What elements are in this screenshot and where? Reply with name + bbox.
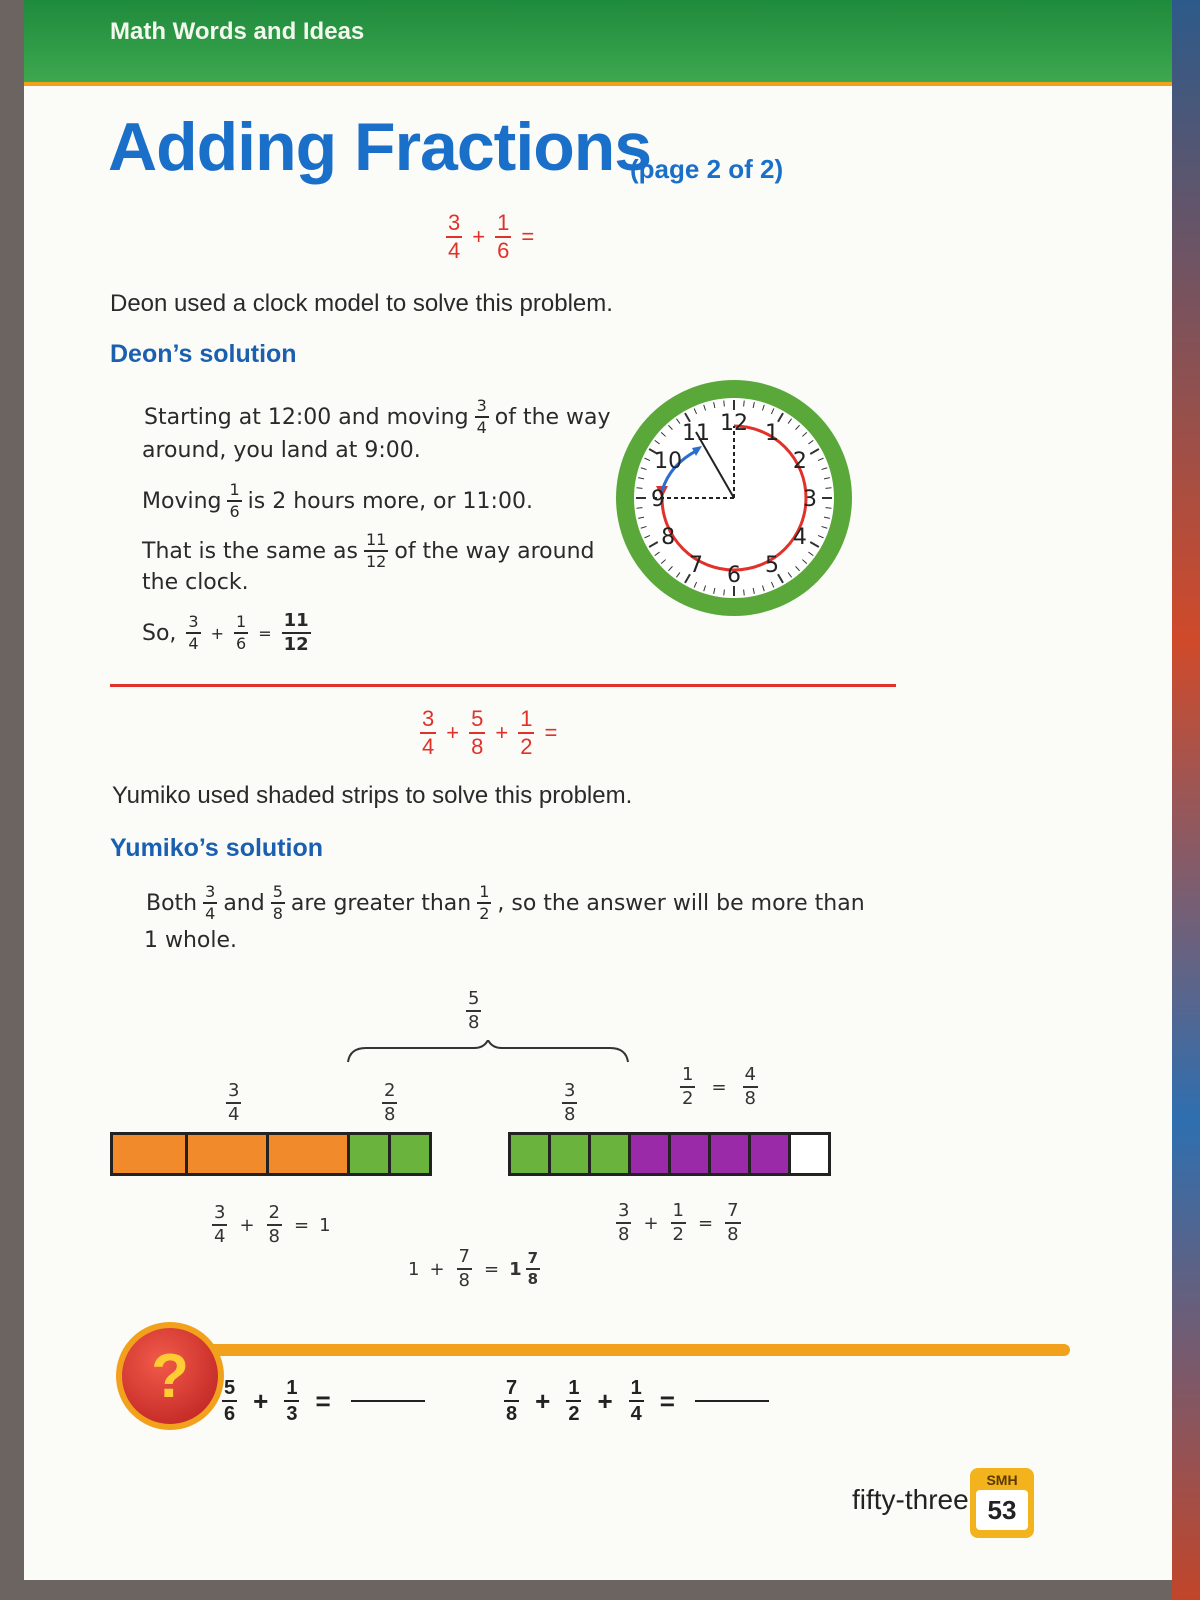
- clock-tick: [724, 401, 725, 407]
- clock-tick: [637, 508, 643, 509]
- clock-tick: [744, 589, 745, 595]
- label-three-quarters: $\frac{3}{4}$: [228, 1080, 240, 1125]
- brace-label: $\frac{5}{8}$: [468, 988, 480, 1033]
- strip-cell-purple: [631, 1135, 671, 1173]
- deon-line-1: Starting at 12:00 and moving $\frac{3}{4}$ of the way: [144, 396, 611, 437]
- clock-tick: [825, 488, 831, 489]
- answer-blank[interactable]: [695, 1400, 769, 1402]
- clock-number: 6: [727, 563, 741, 588]
- problem-2-equation: $\frac{3}{4}$ + $\frac{5}{8}$ + $\frac{1}{2}$ =: [422, 706, 558, 759]
- section-divider: [110, 684, 896, 687]
- label-half-equals-four-eighths: $\frac{1}{2}$ = $\frac{4}{8}$: [682, 1064, 756, 1109]
- yumiko-line-1: Both $\frac{3}{4}$ and $\frac{5}{8}$ are greater than $\frac{1}{2}$ , so the answer will be more than: [146, 882, 865, 923]
- page-title: Adding Fractions: [108, 109, 652, 185]
- clock-number: 1: [765, 421, 779, 447]
- page-number: 53: [976, 1490, 1028, 1530]
- clock-model: [612, 376, 856, 620]
- question-problem-2: $\frac{7}{8}$ + $\frac{1}{2}$ + $\frac{1}{4}$ =: [502, 1378, 769, 1424]
- clock-number: 5: [765, 552, 779, 578]
- strip-cell-orange: [269, 1135, 350, 1173]
- deon-line-2: around, you land at 9:00.: [142, 438, 421, 463]
- deon-line-3: Moving $\frac{1}{6}$ is 2 hours more, or 11:00.: [142, 480, 533, 521]
- intro-1-text: Deon used a clock model to solve this problem.: [110, 290, 613, 317]
- clock-tick: [825, 508, 831, 509]
- strip-cell-orange: [188, 1135, 269, 1173]
- page-subtitle: (page 2 of 2): [630, 154, 784, 184]
- strip-one-whole: [110, 1132, 432, 1176]
- deon-line-4: That is the same as $\frac{11}{12}$ of the way around: [142, 530, 595, 571]
- clock-tick: [744, 401, 745, 407]
- header-stripe: [24, 82, 1174, 86]
- clock-number: 3: [803, 487, 817, 512]
- textbook-page: [24, 0, 1174, 1580]
- strip-cell-green: [391, 1135, 429, 1173]
- page-number-word: fifty-three: [852, 1484, 969, 1515]
- intro-2-text: Yumiko used shaded strips to solve this problem.: [112, 782, 633, 809]
- strip-seven-eighths: [508, 1132, 831, 1176]
- question-icon: ?: [116, 1322, 224, 1430]
- question-bar: [200, 1344, 1070, 1356]
- clock-number: 11: [682, 421, 710, 447]
- section-label: Math Words and Ideas: [110, 18, 365, 45]
- smh-label: SMH: [986, 1472, 1018, 1488]
- clock-number: 12: [720, 411, 748, 436]
- deon-line-5: the clock.: [142, 570, 249, 595]
- question-problem-1: $\frac{5}{6}$ + $\frac{1}{3}$ =: [220, 1378, 425, 1424]
- clock-tick: [637, 488, 643, 489]
- brace-five-eighths: [346, 1040, 630, 1064]
- strip-cell-purple: [751, 1135, 791, 1173]
- strip-cell-empty: [791, 1135, 828, 1173]
- strip-cell-green: [350, 1135, 391, 1173]
- strip-cell-green: [511, 1135, 551, 1173]
- label-two-eighths: $\frac{2}{8}$: [384, 1080, 396, 1125]
- clock-number: 7: [689, 552, 703, 578]
- strip-equation-2: $\frac{3}{8}$ + $\frac{1}{2}$ = $\frac{7}{8}$: [618, 1200, 739, 1245]
- deon-solution-heading: Deon’s solution: [110, 340, 297, 368]
- clock-number: 4: [792, 525, 807, 550]
- strip-cell-orange: [113, 1135, 188, 1173]
- strip-cell-purple: [711, 1135, 751, 1173]
- clock-number: 8: [661, 525, 676, 550]
- yumiko-solution-heading: Yumiko’s solution: [110, 834, 323, 862]
- smh-badge: [970, 1468, 1034, 1538]
- clock-number: 10: [654, 449, 683, 474]
- strip-equation-3: 1 + $\frac{7}{8}$ = 1 $\frac{7}{8}$: [408, 1246, 539, 1291]
- clock-number: 2: [792, 449, 807, 474]
- strip-cell-green: [551, 1135, 591, 1173]
- answer-blank[interactable]: [351, 1400, 425, 1402]
- strip-cell-purple: [671, 1135, 711, 1173]
- book-edge: [1172, 0, 1200, 1600]
- clock-number: 9: [651, 487, 665, 512]
- deon-summary-equation: So, $\frac{3}{4}$ + $\frac{1}{6}$ = $\frac{11}{12}$: [142, 610, 309, 655]
- problem-1-equation: $\frac{3}{4}$ + $\frac{1}{6}$ =: [448, 210, 535, 263]
- yumiko-line-2: 1 whole.: [144, 928, 238, 953]
- clock-tick: [724, 589, 725, 595]
- label-three-eighths: $\frac{3}{8}$: [564, 1080, 576, 1125]
- strip-cell-green: [591, 1135, 631, 1173]
- strip-equation-1: $\frac{3}{4}$ + $\frac{2}{8}$ = 1: [214, 1202, 331, 1247]
